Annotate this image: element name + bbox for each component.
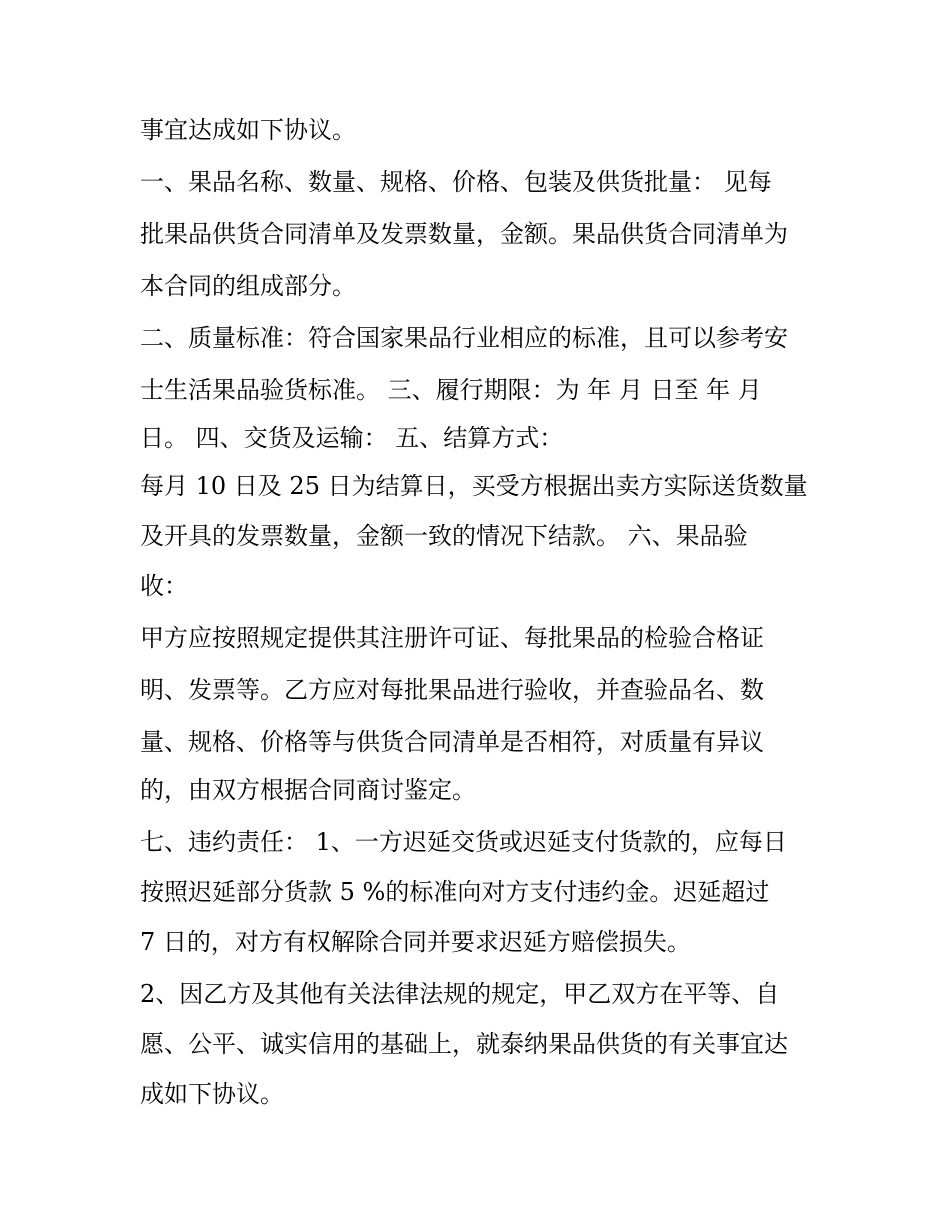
text-line: 的，由双方根据合同商讨鉴定。 xyxy=(140,776,476,804)
text-line: 一、果品名称、数量、规格、价格、包装及供货批量： 见每 xyxy=(140,168,772,196)
text-line: 量、规格、价格等与供货合同清单是否相符，对质量有异议 xyxy=(140,728,764,756)
text-line: 每月 10 日及 25 日为结算日，买受方根据出卖方实际送货数量 xyxy=(140,472,808,500)
text-line: 七、违约责任： 1、一方迟延交货或迟延支付货款的，应每日 xyxy=(140,828,787,856)
text-line: 士生活果品验货标准。 三、履行期限：为 年 月 日至 年 月 xyxy=(140,376,762,404)
text-line: 7 日的，对方有权解除合同并要求迟延方赔偿损失。 xyxy=(140,928,691,956)
text-line: 2、因乙方及其他有关法律法规的规定，甲乙双方在平等、自 xyxy=(140,980,780,1008)
text-line: 甲方应按照规定提供其注册许可证、每批果品的检验合格证 xyxy=(140,624,764,652)
text-line: 及开具的发票数量，金额一致的情况下结款。 六、果品验 xyxy=(140,522,748,550)
text-line: 日。 四、交货及运输： 五、结算方式： xyxy=(140,424,564,452)
text-line: 愿、公平、诚实信用的基础上，就泰纳果品供货的有关事宜达 xyxy=(140,1030,788,1058)
text-line: 二、质量标准：符合国家果品行业相应的标准，且可以参考安 xyxy=(140,324,788,352)
text-line: 按照迟延部分货款 5 %的标准向对方支付违约金。迟延超过 xyxy=(140,878,770,906)
text-line: 明、发票等。乙方应对每批果品进行验收，并查验品名、数 xyxy=(140,676,764,704)
text-line: 批果品供货合同清单及发票数量，金额。果品供货合同清单为 xyxy=(140,220,788,248)
text-line: 收： xyxy=(140,572,188,600)
text-line: 成如下协议。 xyxy=(140,1080,284,1108)
text-line: 本合同的组成部分。 xyxy=(140,272,356,300)
text-line: 事宜达成如下协议。 xyxy=(140,116,356,144)
